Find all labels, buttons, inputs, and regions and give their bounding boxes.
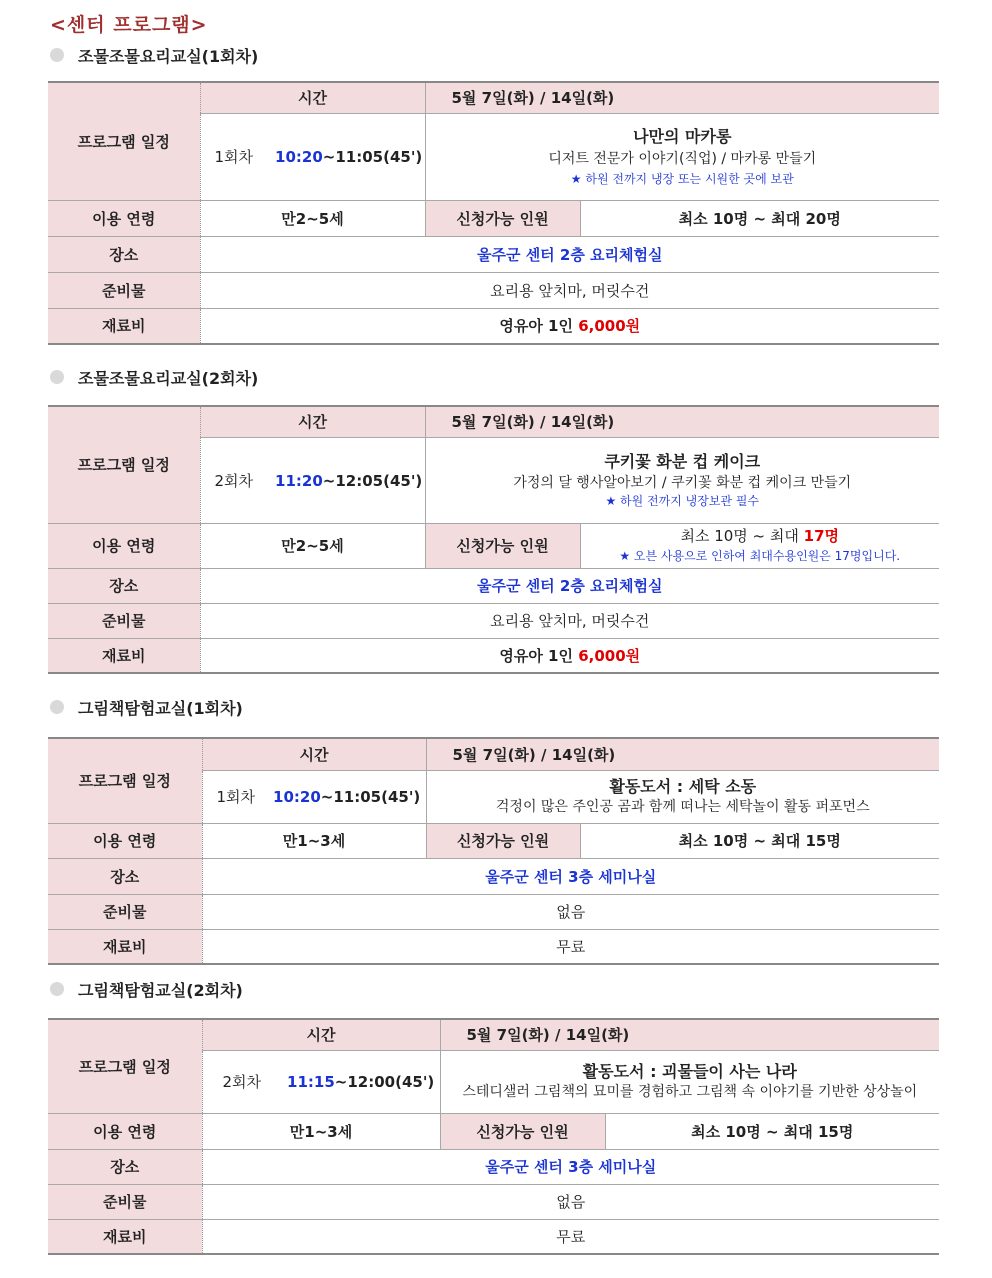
supplies-value: 없음 [202, 894, 939, 929]
fee-value: 무료 [202, 1219, 939, 1254]
bullet-icon [50, 700, 64, 714]
session-time-cell [202, 770, 426, 823]
section-heading [48, 696, 939, 718]
place-value: 울주군 센터 2층 요리체험실 [200, 568, 939, 603]
date-header: 5월 7일(화) / 14일(화) [426, 738, 939, 770]
session-time: 11:20~12:05(45') [275, 471, 423, 490]
activity-title: 활동도서 : 괴물들이 사는 나라 [582, 1062, 797, 1081]
activity-desc: 가정의 달 행사알아보기 / 쿠키꽃 화분 컵 케이크 만들기 [513, 474, 852, 491]
schedule-label: 프로그램 일정 [48, 82, 200, 200]
time-header: 시간 [200, 82, 425, 113]
fee-label: 재료비 [48, 638, 200, 673]
capacity-note: ★ 오븐 사용으로 인하여 최대수용인원은 17명입니다. [619, 548, 901, 563]
place-value: 울주군 센터 3층 세미나실 [202, 858, 939, 894]
program-section [48, 696, 939, 965]
session-label: 1회차 [216, 788, 256, 806]
fee-value: 무료 [202, 929, 939, 964]
time-header: 시간 [200, 406, 425, 437]
activity-cell [425, 113, 939, 200]
capacity-value: 최소 10명 ~ 최대 17명 ★ 오븐 사용으로 인하여 최대수용인원은 17명입니다. [580, 523, 939, 568]
page-title: <센터 프로그램> [50, 14, 208, 36]
place-label: 장소 [48, 1149, 202, 1184]
place-value: 울주군 센터 3층 세미나실 [202, 1149, 939, 1184]
bullet-icon [50, 982, 64, 996]
session-time: 11:15~12:00(45') [287, 1073, 435, 1091]
age-label: 이용 연령 [48, 523, 200, 568]
program-table [48, 1018, 939, 1255]
age-label: 이용 연령 [48, 823, 202, 858]
place-label: 장소 [48, 858, 202, 894]
section-title: 그림책탐험교실(2회차) [78, 980, 243, 1000]
time-header: 시간 [202, 1019, 440, 1050]
session-label: 1회차 [214, 148, 254, 166]
age-value: 만2~5세 [200, 523, 425, 568]
section-title: 그림책탐험교실(1회차) [78, 698, 243, 718]
supplies-value: 요리용 앞치마, 머릿수건 [200, 272, 939, 308]
schedule-label: 프로그램 일정 [48, 738, 202, 823]
session-time-cell [202, 1050, 440, 1113]
date-header: 5월 7일(화) / 14일(화) [425, 406, 939, 437]
capacity-value: 최소 10명 ~ 최대 20명 [580, 200, 939, 236]
program-table [48, 81, 939, 345]
age-value: 만1~3세 [202, 823, 426, 858]
capacity-label: 신청가능 인원 [425, 523, 580, 568]
session-time: 10:20~11:05(45') [275, 148, 423, 166]
capacity-label: 신청가능 인원 [440, 1113, 605, 1149]
schedule-label: 프로그램 일정 [48, 406, 200, 523]
date-header: 5월 7일(화) / 14일(화) [440, 1019, 939, 1050]
activity-cell [426, 770, 939, 823]
date-header: 5월 7일(화) / 14일(화) [425, 82, 939, 113]
section-title: 조물조물요리교실(2회차) [78, 368, 259, 388]
section-title: 조물조물요리교실(1회차) [78, 46, 259, 66]
place-label: 장소 [48, 236, 200, 272]
fee-value: 영유아 1인 6,000원 [200, 308, 939, 344]
activity-title: 나만의 마카롱 [633, 127, 732, 146]
age-label: 이용 연령 [48, 200, 200, 236]
activity-note: ★ 하원 전까지 냉장 또는 시원한 곳에 보관 [570, 172, 794, 186]
program-section [48, 978, 939, 1255]
capacity-value: 최소 10명 ~ 최대 15명 [605, 1113, 939, 1149]
activity-note: ★ 하원 전까지 냉장보관 필수 [605, 494, 760, 509]
schedule-label: 프로그램 일정 [48, 1019, 202, 1113]
supplies-value: 없음 [202, 1184, 939, 1219]
place-value: 울주군 센터 2층 요리체험실 [200, 236, 939, 272]
supplies-label: 준비물 [48, 272, 200, 308]
activity-cell [440, 1050, 939, 1113]
supplies-label: 준비물 [48, 1184, 202, 1219]
supplies-label: 준비물 [48, 603, 200, 638]
supplies-value: 요리용 앞치마, 머릿수건 [200, 603, 939, 638]
program-section [48, 366, 939, 674]
fee-value: 영유아 1인 6,000원 [200, 638, 939, 673]
session-time-cell [200, 437, 425, 523]
activity-cell [425, 437, 939, 523]
age-value: 만2~5세 [200, 200, 425, 236]
activity-title: 활동도서 : 세탁 소동 [609, 777, 757, 797]
fee-label: 재료비 [48, 929, 202, 964]
activity-desc: 걱정이 많은 주인공 곰과 함께 떠나는 세탁놀이 활동 퍼포먼스 [495, 798, 870, 815]
bullet-icon [50, 370, 64, 384]
activity-desc: 스테디샐러 그림책의 묘미를 경험하고 그림책 속 이야기를 기반한 상상놀이 [462, 1083, 918, 1100]
section-heading [48, 366, 939, 388]
supplies-label: 준비물 [48, 894, 202, 929]
program-table [48, 737, 939, 965]
age-label: 이용 연령 [48, 1113, 202, 1149]
fee-label: 재료비 [48, 308, 200, 344]
session-time: 10:20~11:05(45') [273, 788, 421, 806]
place-label: 장소 [48, 568, 200, 603]
time-header: 시간 [202, 738, 426, 770]
program-table [48, 405, 939, 674]
capacity-value: 최소 10명 ~ 최대 15명 [580, 823, 939, 858]
age-value: 만1~3세 [202, 1113, 440, 1149]
bullet-icon [50, 48, 64, 62]
section-heading [48, 44, 939, 66]
program-section [48, 44, 939, 345]
session-time-cell [200, 113, 425, 200]
activity-title: 쿠키꽃 화분 컵 케이크 [604, 451, 761, 471]
activity-desc: 디저트 전문가 이야기(직업) / 마카롱 만들기 [548, 151, 817, 167]
capacity-label: 신청가능 인원 [425, 200, 580, 236]
session-label: 2회차 [214, 471, 254, 490]
capacity-label: 신청가능 인원 [426, 823, 580, 858]
fee-label: 재료비 [48, 1219, 202, 1254]
section-heading [48, 978, 939, 1000]
session-label: 2회차 [222, 1073, 262, 1091]
